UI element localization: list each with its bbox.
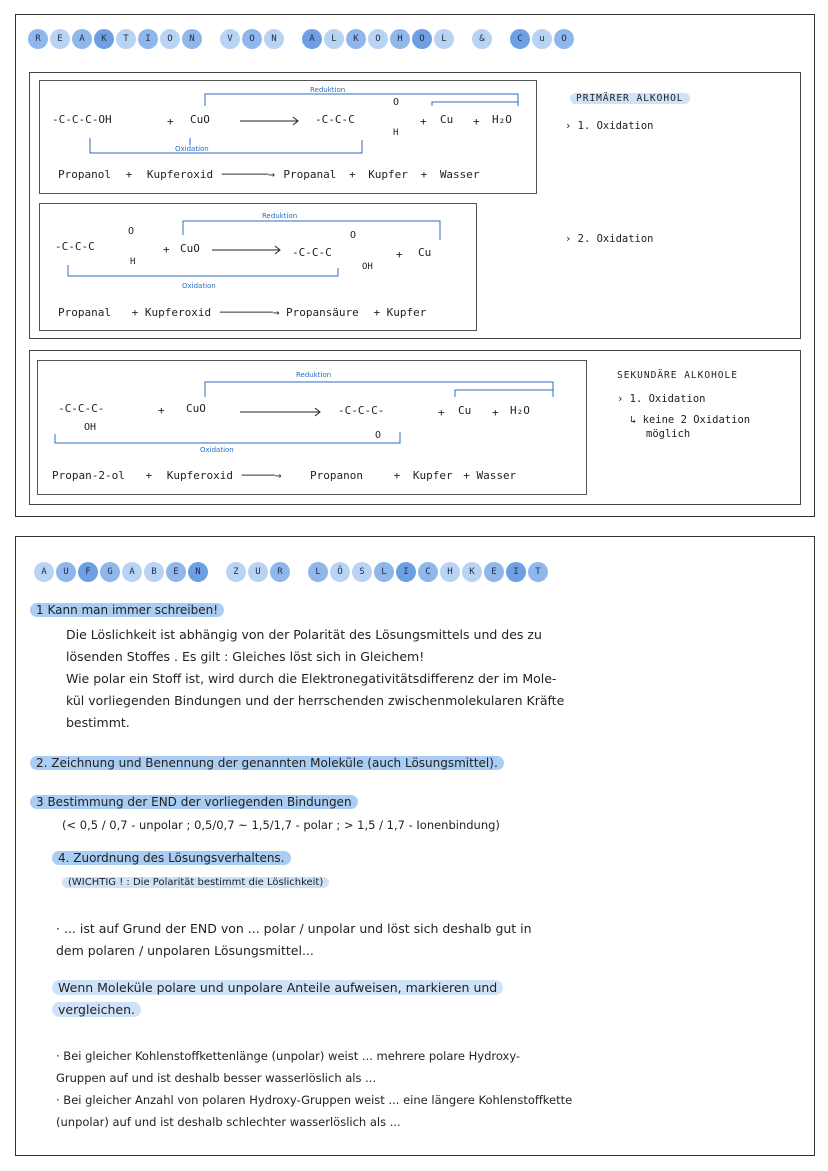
task-6-line-4: (unpolar) auf und ist deshalb schlechter wasserlöslich als ... <box>56 1115 401 1129</box>
r1-word-plus3: + <box>420 168 428 181</box>
r3-plus-1: + <box>158 404 165 417</box>
task-2-text: 2. Zeichnung und Benennung der genannten Moleküle (auch Lösungsmittel). <box>30 756 504 770</box>
title-letter: N <box>182 29 202 49</box>
title-letter: Ö <box>330 562 350 582</box>
r1-plus-3: + <box>473 115 480 128</box>
task-1-body <box>66 624 806 734</box>
title-letter: L <box>324 29 344 49</box>
task-6-line-1: · Bei gleicher Kohlenstoffkettenlänge (unpolar) weist ... mehrere polare Hydroxy- <box>56 1049 521 1063</box>
r2-plus-1: + <box>163 243 170 256</box>
r1-word-kupfer: Kupfer <box>368 168 408 181</box>
title-letter: G <box>100 562 120 582</box>
title-letter: A <box>302 29 322 49</box>
title-letter: V <box>220 29 240 49</box>
title-gap <box>292 562 306 582</box>
secondary-alcohol-title: SEKUNDÄRE ALKOHOLE <box>617 370 738 381</box>
title-letter: C <box>510 29 530 49</box>
title-letter: E <box>50 29 70 49</box>
title-letter: L <box>374 562 394 582</box>
r2-cu: Cu <box>418 246 432 259</box>
task-6-line-2: Gruppen auf und ist deshalb besser wasserlöslich als ... <box>56 1071 377 1085</box>
title-letter: R <box>270 562 290 582</box>
title-letter: U <box>56 562 76 582</box>
task-5-line-1-wrap <box>52 977 792 999</box>
task-4-heading <box>52 851 291 865</box>
r1-h2o: H₂O <box>492 113 512 126</box>
r1-word-propanal: Propanal <box>283 168 337 181</box>
r3-word-propan2ol: Propan-2-ol <box>52 469 125 482</box>
title-letter: O <box>160 29 180 49</box>
r2-product-oh: OH <box>362 262 373 272</box>
title-letter: & <box>472 29 492 49</box>
title-letter: F <box>78 562 98 582</box>
r3-left-oh: OH <box>84 422 97 433</box>
task-4-note <box>62 877 329 888</box>
title-letter: H <box>440 562 460 582</box>
r1-word-propanol: Propanol <box>58 168 111 181</box>
r2-reduction-label: Reduktion <box>262 212 298 220</box>
r2-word-propanal: Propanal <box>58 306 111 319</box>
task-1-line-5: bestimmt. <box>66 715 130 730</box>
task-6 <box>56 1045 816 1133</box>
task-1-line-4: kül vorliegenden Bindungen und der herrschenden zwischenmolekularen Kräfte <box>66 693 565 708</box>
r3-reduction-label: Reduktion <box>296 371 332 379</box>
task-1-line-1: Die Löslichkeit ist abhängig von der Polarität des Lösungsmittels und des zu <box>66 627 542 642</box>
title-letter: A <box>34 562 54 582</box>
r3-word-kupfer: Kupfer <box>412 469 453 482</box>
r2-word-kupferoxid: + Kupferoxid <box>131 306 212 319</box>
title-letter: K <box>94 29 114 49</box>
task-1-heading-text: 1 Kann man immer schreiben! <box>30 603 224 617</box>
r2-left-h: H <box>130 257 136 267</box>
primary-ox1: › 1. Oxidation <box>565 120 654 132</box>
title-letter: T <box>116 29 136 49</box>
r1-word-wasser: Wasser <box>439 168 480 181</box>
title-letter: O <box>554 29 574 49</box>
title-letter: B <box>144 562 164 582</box>
task-2 <box>30 756 504 770</box>
r1-left-molecule: -C-C-C-OH <box>52 113 112 126</box>
task-4-heading-text: 4. Zuordnung des Lösungsverhaltens. <box>52 851 291 865</box>
primary-alcohol-title-text: PRIMÄRER ALKOHOL <box>570 93 690 104</box>
title-letter: T <box>528 562 548 582</box>
title-letter: I <box>396 562 416 582</box>
title-letter: E <box>484 562 504 582</box>
title-gap <box>210 562 224 582</box>
solubility-title <box>34 562 550 582</box>
task-3-heading <box>30 795 358 809</box>
title-letter: K <box>462 562 482 582</box>
title-letter: A <box>122 562 142 582</box>
title-letter: L <box>308 562 328 582</box>
r3-cuo: CuO <box>186 402 206 415</box>
task-4-line-2: dem polaren / unpolaren Lösungsmittel... <box>56 943 314 958</box>
task-5-line-2-wrap <box>52 999 792 1021</box>
task-3-heading-text: 3 Bestimmung der END der vorliegenden Bindungen <box>30 795 358 809</box>
r2-product-o: O <box>350 230 357 241</box>
task-1-line-2: lösenden Stoffes . Es gilt : Gleiches löst sich in Gleichem! <box>66 649 425 664</box>
r3-h2o: H₂O <box>510 404 530 417</box>
r2-word-arrow: ────────→ <box>219 306 280 319</box>
r3-word-kupferoxid: Kupferoxid <box>166 469 233 482</box>
r3-word-wasser: + Wasser <box>463 469 517 482</box>
title-letter: H <box>390 29 410 49</box>
r3-word-plus: + <box>145 469 153 482</box>
r3-product-o: O <box>375 430 382 441</box>
r3-word-plus2: + <box>393 469 401 482</box>
title-letter: I <box>506 562 526 582</box>
r1-word-arrow: ───────→ <box>221 168 275 181</box>
r1-cuo: CuO <box>190 113 210 126</box>
task-4-note-text: (WICHTIG ! : Die Polarität bestimmt die Löslichkeit) <box>62 877 329 888</box>
title-letter: S <box>352 562 372 582</box>
title-letter: E <box>166 562 186 582</box>
task-5-line-1: Wenn Moleküle polare und unpolare Anteile aufweisen, markieren und <box>52 980 503 995</box>
r1-product: -C-C-C <box>315 113 355 126</box>
r3-word-arrow: ─────→ <box>241 469 282 482</box>
r1-word-kupferoxid: Kupferoxid <box>146 168 214 181</box>
secondary-possible: möglich <box>646 428 691 440</box>
r1-reduction-label: Reduktion <box>310 86 346 94</box>
r1-plus-1: + <box>167 115 174 128</box>
title-letter: K <box>346 29 366 49</box>
primary-alcohol-title <box>570 92 690 104</box>
r1-oxidation-label: Oxidation <box>175 145 209 153</box>
title-letter: O <box>242 29 262 49</box>
r3-left-molecule: -C-C-C- <box>58 402 105 415</box>
task-6-line-3: · Bei gleicher Anzahl von polaren Hydroxy-Gruppen weist ... eine längere Kohlenstoffkette <box>56 1093 573 1107</box>
title-letter: L <box>434 29 454 49</box>
r3-word-propanon: Propanon <box>309 469 363 482</box>
r3-product: -C-C-C- <box>338 404 385 417</box>
r1-product-o: O <box>393 97 400 108</box>
title-letter: O <box>368 29 388 49</box>
title-letter: C <box>418 562 438 582</box>
secondary-no-ox: ↳ keine 2 Oxidation <box>630 414 751 426</box>
r3-plus-3: + <box>492 406 499 419</box>
title-letter: O <box>412 29 432 49</box>
r2-plus-2: + <box>396 248 403 261</box>
primary-ox2: › 2. Oxidation <box>565 233 654 245</box>
r3-cu: Cu <box>458 404 472 417</box>
r2-oxidation-label: Oxidation <box>182 282 216 290</box>
r1-word-plus2: + <box>348 168 356 181</box>
r2-left-o: O <box>128 226 135 237</box>
r3-plus-2: + <box>438 406 445 419</box>
task-4-line-1: · ... ist auf Grund der END von ... polar / unpolar und löst sich deshalb gut in <box>56 921 532 936</box>
r2-product: -C-C-C <box>292 246 332 259</box>
task-1-line-3: Wie polar ein Stoff ist, wird durch die Elektronegativitätsdifferenz der im Mole- <box>66 671 557 686</box>
title-letter: N <box>188 562 208 582</box>
task-5 <box>52 977 792 1021</box>
title-letter: N <box>264 29 284 49</box>
r2-left-molecule: -C-C-C <box>55 240 95 253</box>
r1-cu: Cu <box>440 113 454 126</box>
r1-product-h: H <box>393 128 399 138</box>
title-letter: A <box>72 29 92 49</box>
task-1-heading <box>30 603 224 617</box>
r2-word-propansaeure: Propansäure <box>285 306 359 319</box>
r2-cuo: CuO <box>180 242 200 255</box>
title-letter: R <box>28 29 48 49</box>
title-letter: Z <box>226 562 246 582</box>
r3-oxidation-label: Oxidation <box>200 446 234 454</box>
r1-word-plus: + <box>125 168 133 181</box>
r2-word-kupfer: + Kupfer <box>373 306 427 319</box>
task-5-line-2: vergleichen. <box>52 1002 141 1017</box>
task-4-body <box>56 918 806 962</box>
title-letter: u <box>532 29 552 49</box>
task-3-body: (< 0,5 / 0,7 - unpolar ; 0,5/0,7 ~ 1,5/1,7 - polar ; > 1,5 / 1,7 - Ionenbindung) <box>62 818 500 832</box>
title-letter: I <box>138 29 158 49</box>
r1-plus-2: + <box>420 115 427 128</box>
title-letter: U <box>248 562 268 582</box>
secondary-ox1: › 1. Oxidation <box>617 393 706 405</box>
